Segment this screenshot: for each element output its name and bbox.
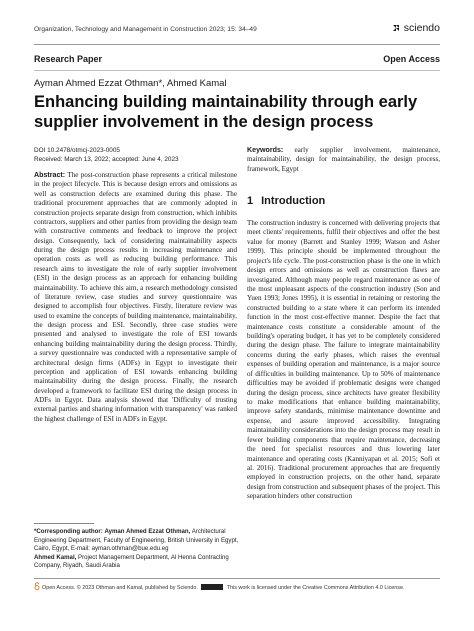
- footer-divider: [34, 578, 440, 579]
- creative-commons-by-icon[interactable]: [201, 584, 223, 590]
- doi-link[interactable]: DOI 10.2478/otmcj-2023-0005: [34, 147, 120, 154]
- article-type: Research Paper: [34, 54, 103, 64]
- article-title: Enhancing building maintainability through early supplier involvement in the design process: [34, 93, 418, 131]
- abstract: [34, 171, 237, 424]
- license-copyright: Open Access. © 2023 Othman and Kamal, published by Sciendo.: [42, 585, 198, 591]
- abstract-text: The post-construction phase represents a critical milestone in the project lifecycle. This is because design errors and omissions as well as construction defects are examined during this phase. The traditional procurement approaches that are commonly adopted in construction projects separate design from construction, which inhibits contractors, suppliers and other parties from providing the design team with constructive comments and feedback to improve the project design. Consequently, lack of considering maintainability aspects during the design process results in increasing maintenance and operation costs as well as reducing building performance. This research aims to investigate the role of early supplier involvement (ESI) in the design process as an approach for enhancing building maintainability. To achieve this aim, a research methodology consisted of literature review, case studies and survey questionnaire was designed to accomplish four objectives. Firstly, literature review was used to examine the concepts of building maintenance, maintainability, the design process and ESI. Secondly, three case studies were presented and analysed to investigate the role of ESI towards enhancing building maintainability during the design process. Thirdly, a survey questionnaire was conducted with a representative sample of architectural design firms (ADFs) in Egypt to investigate their perception and application of ESI towards enhancing building maintainability during the design process. Finally, the research developed a framework to facilitate ESI during the design process in ADFs in Egypt. Data analysis showed that 'Difficulty of trusting external parties and sharing information with transparency' was ranked the highest challenge of ESI in ADFs in Egypt.: [34, 171, 237, 423]
- author-footnotes: [34, 528, 239, 571]
- author-list: Ayman Ahmed Ezzat Othman*, Ahmed Kamal: [34, 78, 227, 89]
- license-terms: This work is licensed under the Creative Commons Attribution 4.0 License.: [226, 585, 405, 591]
- open-access-icon: [34, 582, 40, 590]
- journal-citation: Organization, Technology and Management in Construction 2023; 15: 34–49: [34, 26, 257, 33]
- introduction-body: The construction industry is concerned with delivering projects that meet clients' requirements, fulfil their objectives and offer the best value for money (Barrett and Stanley 1999; Watson and Asher 1999). This principle should be implemented throughout the project's life cycle. The post-construction phase is the one in which design errors and omissions as well as construction flaws are investigated. Although many people regard maintenance as one of the most unpleasant aspects of the construction industry (Son and Yuen 1993; Jones 1995), it is essential in retaining or restoring the constructed building to a state where it can perform its intended function in the most cost-effective manner. Despite the fact that maintenance costs constitute a considerable amount of the building's operating budget, it has yet to be completely considered during the design phase. The failure to integrate maintainability concerns during the early phases, which raises the eventual expenses of building operation and maintenance, is a major source of difficulties in building maintenance. Up to 50% of maintenance difficulties may be avoided if problematic designs were changed during the design process, since architects have greater flexibility to make modifications that enhance building maintainability, improve safety standards, minimise maintenance downtime and expense, and assure improved accessibility. Integrating maintainability considerations into the design process may result in fewer building components that require maintenance, decreasing the need for specialist resources and thus lowering later maintenance and operating costs (Kanniyapan et al. 2015; Sofi et al. 2016). Traditional procurement approaches that are frequently employed in construction projects, on the other hand, separate design from construction and subsequent phases of the project. This separation hinders other construction: [247, 219, 440, 501]
- second-author-note: Ahmed Kamal, Project Management Department, Al Henna Contracting Company, Riyadh, Saudi Arabia: [34, 553, 229, 570]
- header-divider: [34, 44, 440, 45]
- keywords: [247, 146, 440, 174]
- article-meta: [34, 146, 179, 164]
- keywords-label: Keywords:: [247, 146, 284, 154]
- abstract-label: Abstract:: [34, 171, 66, 179]
- section-heading-introduction: [247, 195, 325, 207]
- received-accepted-dates: Received: March 13, 2022; accepted: June 4, 2023: [34, 156, 179, 163]
- section-title: Introduction: [261, 195, 326, 207]
- publisher-brand[interactable]: [391, 22, 440, 34]
- publisher-name: sciendo: [403, 22, 440, 34]
- footnote-divider: [34, 523, 94, 524]
- corresponding-author-note: *Corresponding author: Ayman Ahmed Ezzat Othman, Architectural Engineering Department, Faculty of Engineering, British University in Egypt, Cairo, Egypt, E-mail: ayman.othman@bue.edu.eg: [34, 528, 239, 553]
- sciendo-logo-icon: [391, 23, 401, 33]
- open-access-label: Open Access: [383, 54, 440, 64]
- section-number: 1: [247, 195, 254, 207]
- keywords-text: early supplier involvement, maintenance, maintainability, design for maintainability, the design process, framework, Egypt: [247, 146, 440, 173]
- section-divider: [34, 70, 440, 71]
- license-notice: [34, 582, 440, 593]
